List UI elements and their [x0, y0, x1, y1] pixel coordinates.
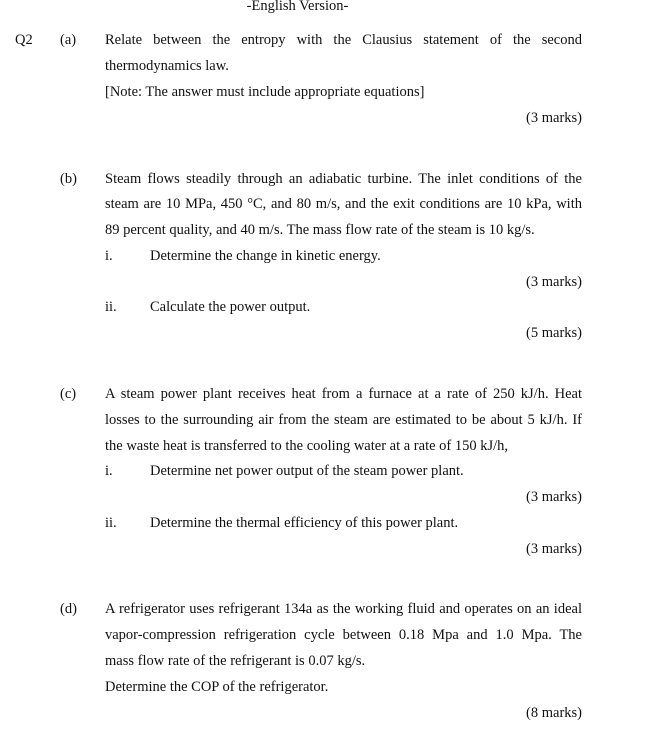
part-b-line-3: 89 percent quality, and 40 m/s. The mass flow rate of the steam is 10 kg/s.: [105, 222, 535, 238]
part-d-line-2: vapor-compression refrigeration cycle between 0.18 Mpa and 1.0 Mpa. The: [105, 627, 582, 643]
part-c-i-marks: (3 marks): [526, 489, 582, 505]
part-a-note: [Note: The answer must include appropriate equations]: [105, 84, 425, 100]
part-a-marks: (3 marks): [526, 110, 582, 126]
part-c-ii-marks: (3 marks): [526, 541, 582, 557]
part-b-ii-marks: (5 marks): [526, 325, 582, 341]
question-number: Q2: [15, 32, 33, 48]
part-b-line-1: Steam flows steadily through an adiabatic turbine. The inlet conditions of the: [105, 171, 582, 187]
part-b-i-marks: (3 marks): [526, 274, 582, 290]
part-c-ii-text: Determine the thermal efficiency of this power plant.: [150, 515, 459, 531]
part-c-line-3: the waste heat is transferred to the cooling water at a rate of 150 kJ/h,: [105, 438, 509, 454]
part-d-label: (d): [60, 601, 77, 617]
part-b-line-2: steam are 10 MPa, 450 °C, and 80 m/s, and the exit conditions are 10 kPa, with: [105, 196, 582, 212]
part-b-i-label: i.: [105, 248, 113, 264]
part-a-label: (a): [60, 32, 77, 48]
part-b-i-text: Determine the change in kinetic energy.: [150, 248, 381, 264]
part-c-line-1: A steam power plant receives heat from a furnace at a rate of 250 kJ/h. Heat: [105, 386, 582, 402]
part-a-line-1: Relate between the entropy with the Clausius statement of the second: [105, 32, 582, 48]
part-d-line-1: A refrigerator uses refrigerant 134a as the working fluid and operates on an ideal: [105, 601, 582, 617]
part-b-ii-text: Calculate the power output.: [150, 299, 311, 315]
part-d-line-4: Determine the COP of the refrigerator.: [105, 679, 329, 695]
part-b-label: (b): [60, 171, 77, 187]
part-c-i-text: Determine net power output of the steam power plant.: [150, 463, 464, 479]
part-d-marks: (8 marks): [526, 705, 582, 721]
version-header: -English Version-: [246, 0, 349, 14]
part-a-line-2: thermodynamics law.: [105, 58, 229, 74]
part-c-ii-label: ii.: [105, 515, 117, 531]
part-d-line-3: mass flow rate of the refrigerant is 0.07 kg/s.: [105, 653, 366, 669]
part-c-label: (c): [60, 386, 77, 402]
part-c-line-2: losses to the surrounding air from the steam are estimated to be about 5 kJ/h. If: [105, 412, 582, 428]
part-b-ii-label: ii.: [105, 299, 117, 315]
part-c-i-label: i.: [105, 463, 113, 479]
